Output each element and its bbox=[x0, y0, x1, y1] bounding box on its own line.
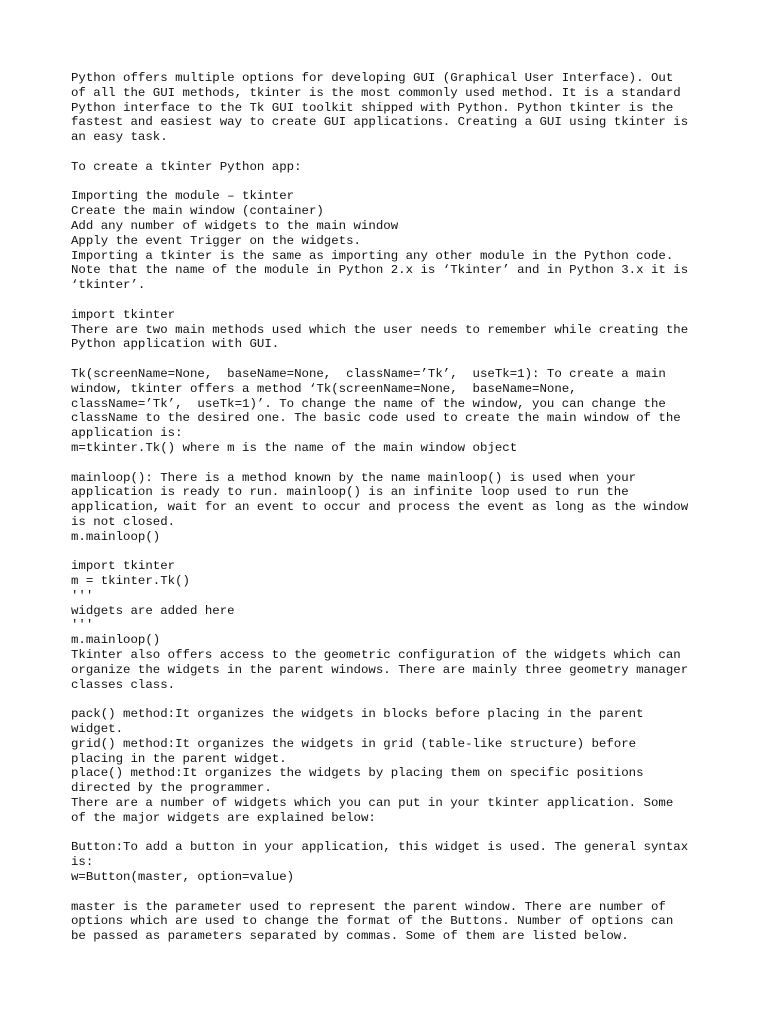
text-line: Create the main window (container) bbox=[71, 204, 324, 219]
text-line: There are two main methods used which the user needs to remember while creating the bbox=[71, 322, 689, 337]
text-line: m.mainloop() bbox=[71, 633, 161, 648]
text-line: Add any number of widgets to the main window bbox=[71, 218, 399, 233]
text-line bbox=[71, 456, 711, 471]
text-line: is not closed. bbox=[71, 514, 176, 529]
text-line: directed by the programmer. bbox=[71, 781, 272, 796]
text-line bbox=[71, 885, 711, 900]
text-line: be passed as parameters separated by commas. Some of them are listed below. bbox=[71, 929, 629, 944]
text-line: fastest and easiest way to create GUI applications. Creating a GUI using tkinter is bbox=[71, 115, 689, 130]
text-line bbox=[71, 692, 711, 707]
text-line: widget. bbox=[71, 722, 124, 737]
text-line: master is the parameter used to represent the parent window. There are number of bbox=[71, 899, 666, 914]
text-line: Python application with GUI. bbox=[71, 337, 280, 352]
text-line bbox=[71, 175, 711, 190]
text-line: Apply the event Trigger on the widgets. bbox=[71, 233, 361, 248]
text-line: window, tkinter offers a method ‘Tk(screenName=None, baseName=None, bbox=[71, 381, 577, 396]
text-line bbox=[71, 145, 711, 160]
document-text-body bbox=[71, 71, 711, 944]
text-line: of the major widgets are explained below: bbox=[71, 810, 376, 825]
text-line: application, wait for an event to occur and process the event as long as the window bbox=[71, 500, 689, 515]
text-line: Python interface to the Tk GUI toolkit shipped with Python. Python tkinter is the bbox=[71, 100, 674, 115]
text-line: className to the desired one. The basic code used to create the main window of the bbox=[71, 411, 681, 426]
text-line: options which are used to change the format of the Buttons. Number of options can bbox=[71, 914, 674, 929]
text-line: w=Button(master, option=value) bbox=[71, 870, 295, 885]
text-line: mainloop(): There is a method known by the name mainloop() is used when your bbox=[71, 470, 637, 485]
text-line: is: bbox=[71, 855, 94, 870]
text-line: pack() method:It organizes the widgets in blocks before placing in the parent bbox=[71, 707, 644, 722]
text-line: application is ready to run. mainloop() is an infinite loop used to run the bbox=[71, 485, 629, 500]
text-line: organize the widgets in the parent windows. There are mainly three geometry manager bbox=[71, 662, 689, 677]
text-line: Tk(screenName=None, baseName=None, className=’Tk’, useTk=1): To create a main bbox=[71, 366, 666, 381]
text-line: Importing the module – tkinter bbox=[71, 189, 295, 204]
text-line: m=tkinter.Tk() where m is the name of the main window object bbox=[71, 440, 518, 455]
text-line: placing in the parent widget. bbox=[71, 751, 287, 766]
text-line: grid() method:It organizes the widgets in grid (table-like structure) before bbox=[71, 736, 637, 751]
text-line: import tkinter bbox=[71, 559, 176, 574]
text-line bbox=[71, 293, 711, 308]
text-line: To create a tkinter Python app: bbox=[71, 159, 302, 174]
text-line: classes class. bbox=[71, 677, 176, 692]
document-page bbox=[71, 71, 711, 944]
text-line: Importing a tkinter is the same as importing any other module in the Python code. bbox=[71, 248, 674, 263]
text-line: Tkinter also offers access to the geometric configuration of the widgets which can bbox=[71, 648, 681, 663]
text-line bbox=[71, 826, 711, 841]
text-line: m = tkinter.Tk() bbox=[71, 574, 190, 589]
text-line: m.mainloop() bbox=[71, 529, 161, 544]
text-line bbox=[71, 545, 711, 560]
text-line: ''' bbox=[71, 618, 94, 633]
text-line: ‘tkinter’. bbox=[71, 278, 146, 293]
text-line: Note that the name of the module in Python 2.x is ‘Tkinter’ and in Python 3.x it is bbox=[71, 263, 689, 278]
text-line: ''' bbox=[71, 588, 94, 603]
text-line: import tkinter bbox=[71, 307, 176, 322]
text-line bbox=[71, 352, 711, 367]
text-line: application is: bbox=[71, 426, 183, 441]
text-line: place() method:It organizes the widgets by placing them on specific positions bbox=[71, 766, 644, 781]
text-line: an easy task. bbox=[71, 130, 168, 145]
text-line: There are a number of widgets which you can put in your tkinter application. Some bbox=[71, 796, 674, 811]
text-line: widgets are added here bbox=[71, 603, 235, 618]
text-line: className=’Tk’, useTk=1)’. To change the name of the window, you can change the bbox=[71, 396, 666, 411]
text-line: Python offers multiple options for developing GUI (Graphical User Interface). Out bbox=[71, 71, 674, 85]
text-line: of all the GUI methods, tkinter is the most commonly used method. It is a standard bbox=[71, 85, 681, 100]
text-line: Button:To add a button in your application, this widget is used. The general syntax bbox=[71, 840, 689, 855]
